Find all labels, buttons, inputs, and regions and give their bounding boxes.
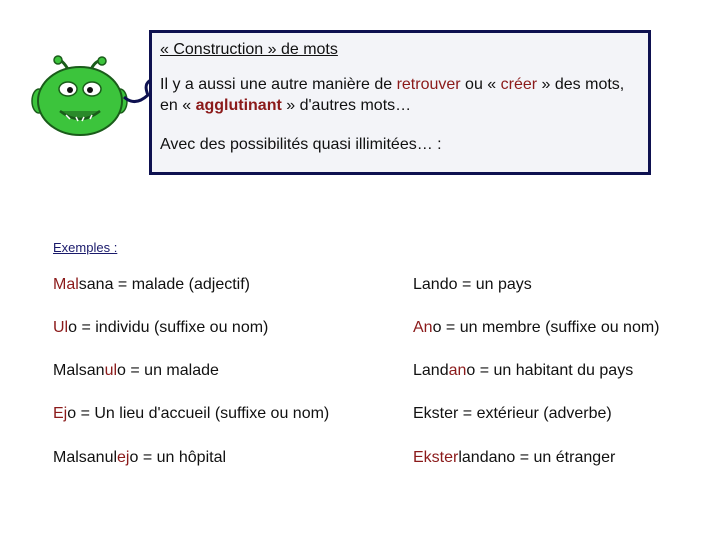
callout-title: « Construction » de mots	[160, 41, 338, 58]
highlight-retrouver: retrouver	[396, 76, 461, 93]
example-right-1: Lando = un pays	[413, 276, 532, 293]
callout-paragraph-1: Il y a aussi une autre manière de retrouver ou « créer » des mots, en « agglutinant » d'autres mots…	[160, 76, 625, 114]
highlight-agglutinant: agglutinant	[195, 97, 282, 114]
example-right-4: Ekster = extérieur (adverbe)	[413, 405, 612, 422]
example-left-2: Ulo = individu (suffixe ou nom)	[53, 319, 269, 336]
example-left-4: Ejo = Un lieu d'accueil (suffixe ou nom)	[53, 405, 330, 422]
callout-paragraph-2: Avec des possibilités quasi illimitées… :	[160, 136, 442, 153]
example-left-5: Malsanulejo = un hôpital	[53, 449, 227, 466]
example-right-2: Ano = un membre (suffixe ou nom)	[413, 319, 660, 336]
example-right-5: Eksterlandano = un étranger	[413, 449, 616, 466]
example-right-3: Landano = un habitant du pays	[413, 362, 634, 379]
highlight-creer: créer	[500, 76, 538, 93]
example-left-1: Malsana = malade (adjectif)	[53, 276, 250, 293]
green-alien-mascot-icon	[30, 55, 155, 140]
example-left-3: Malsanulo = un malade	[53, 362, 219, 379]
examples-label: Exemples :	[53, 240, 118, 255]
callout-box	[149, 30, 651, 175]
